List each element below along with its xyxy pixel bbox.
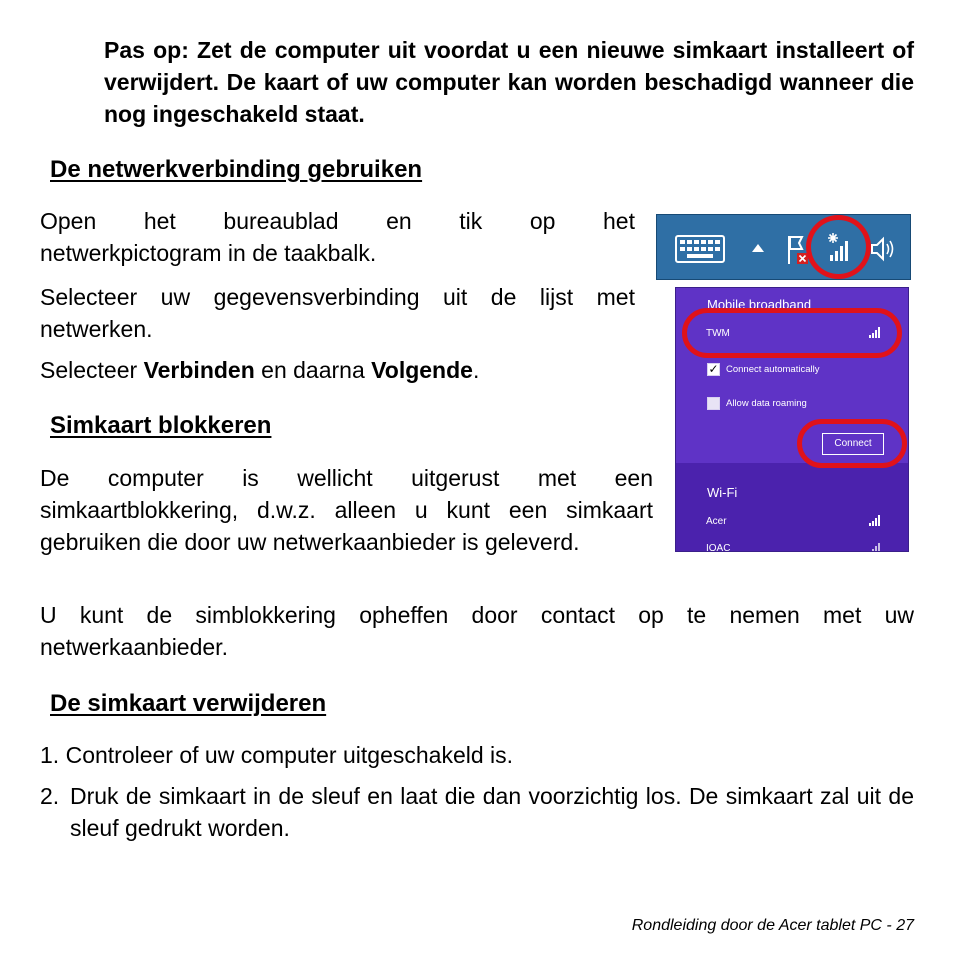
step-text: Druk de simkaart in de sleuf en laat die dan voorzichtig los. De simkaart zal uit de sleuf gedrukt worden. — [70, 783, 914, 841]
word: op — [529, 208, 556, 234]
word: het — [143, 208, 176, 234]
allow-roaming-label: Allow data roaming — [726, 398, 807, 409]
step-1 — [40, 739, 513, 771]
step-number: 1. — [40, 742, 60, 768]
connect-automatically-label: Connect automatically — [726, 364, 820, 375]
step-text: Controleer of uw computer uitgeschakeld is. — [65, 742, 514, 768]
connect-button[interactable]: Connect — [822, 433, 884, 455]
heading-sim-lock: Simkaart blokkeren — [50, 412, 272, 439]
mobile-broadband-header: Mobile broadband — [707, 297, 812, 312]
paragraph-unlock-sim: U kunt de simblokkering opheffen door contact op te nemen met uw netwerkaanbieder. — [40, 602, 914, 660]
paragraph-open-desktop-line1 — [40, 205, 635, 237]
chevron-up-icon — [751, 243, 765, 253]
warning-note: Pas op: Zet de computer uit voordat u een nieuwe simkaart installeert of verwijdert. De kaart of uw computer kan worden beschadigd wanneer die nog ingeschakeld staat. — [104, 37, 914, 127]
bold-volgende: Volgende — [371, 357, 473, 383]
wifi-header: Wi-Fi — [707, 485, 738, 500]
wifi-signal-icon — [868, 514, 882, 526]
connect-automatically-checkbox[interactable]: ✓ — [708, 362, 719, 376]
page-footer: Rondleiding door de Acer tablet PC - 27 — [631, 917, 914, 934]
paragraph-select-connect: Selecteer Verbinden en daarna Volgende. — [40, 357, 480, 383]
wifi-network-acer[interactable]: Acer — [706, 516, 727, 527]
word: bureaublad — [223, 208, 339, 234]
paragraph-open-desktop-line2: netwerkpictogram in de taakbalk. — [40, 240, 377, 266]
keyboard-icon — [675, 235, 725, 263]
paragraph-open-desktop — [40, 205, 635, 269]
heading-network-connection: De netwerkverbinding gebruiken — [50, 156, 423, 183]
paragraph-select-connection: Selecteer uw gegevensverbinding uit de lijst met netwerken. — [40, 284, 635, 342]
wifi-network-ioac[interactable]: IOAC — [706, 543, 731, 552]
highlight-ring-network-icon — [806, 215, 871, 279]
heading-remove-sim: De simkaart verwijderen — [50, 690, 327, 717]
panel-wifi-section — [676, 463, 908, 552]
allow-roaming-checkbox[interactable] — [707, 397, 720, 410]
network-name-twm[interactable]: TWM — [706, 328, 730, 339]
word: Open — [40, 208, 97, 234]
word: en — [386, 208, 412, 234]
word: tik — [459, 208, 483, 234]
step-2 — [40, 780, 914, 844]
wifi-signal-weak-icon — [868, 542, 882, 552]
highlight-ring-network-name — [682, 308, 902, 358]
word: het — [603, 208, 635, 234]
taskbar-screenshot — [656, 214, 911, 280]
paragraph-sim-lock: De computer is wellicht uitgerust met een simkaartblokkering, d.w.z. alleen u kunt een simkaart gebruiken die door uw netwerkaanbieder is geleverd. — [40, 465, 653, 555]
highlight-ring-connect-button — [797, 419, 907, 468]
speaker-icon — [869, 235, 897, 263]
step-number: 2. — [40, 783, 60, 809]
bold-verbinden: Verbinden — [143, 357, 255, 383]
